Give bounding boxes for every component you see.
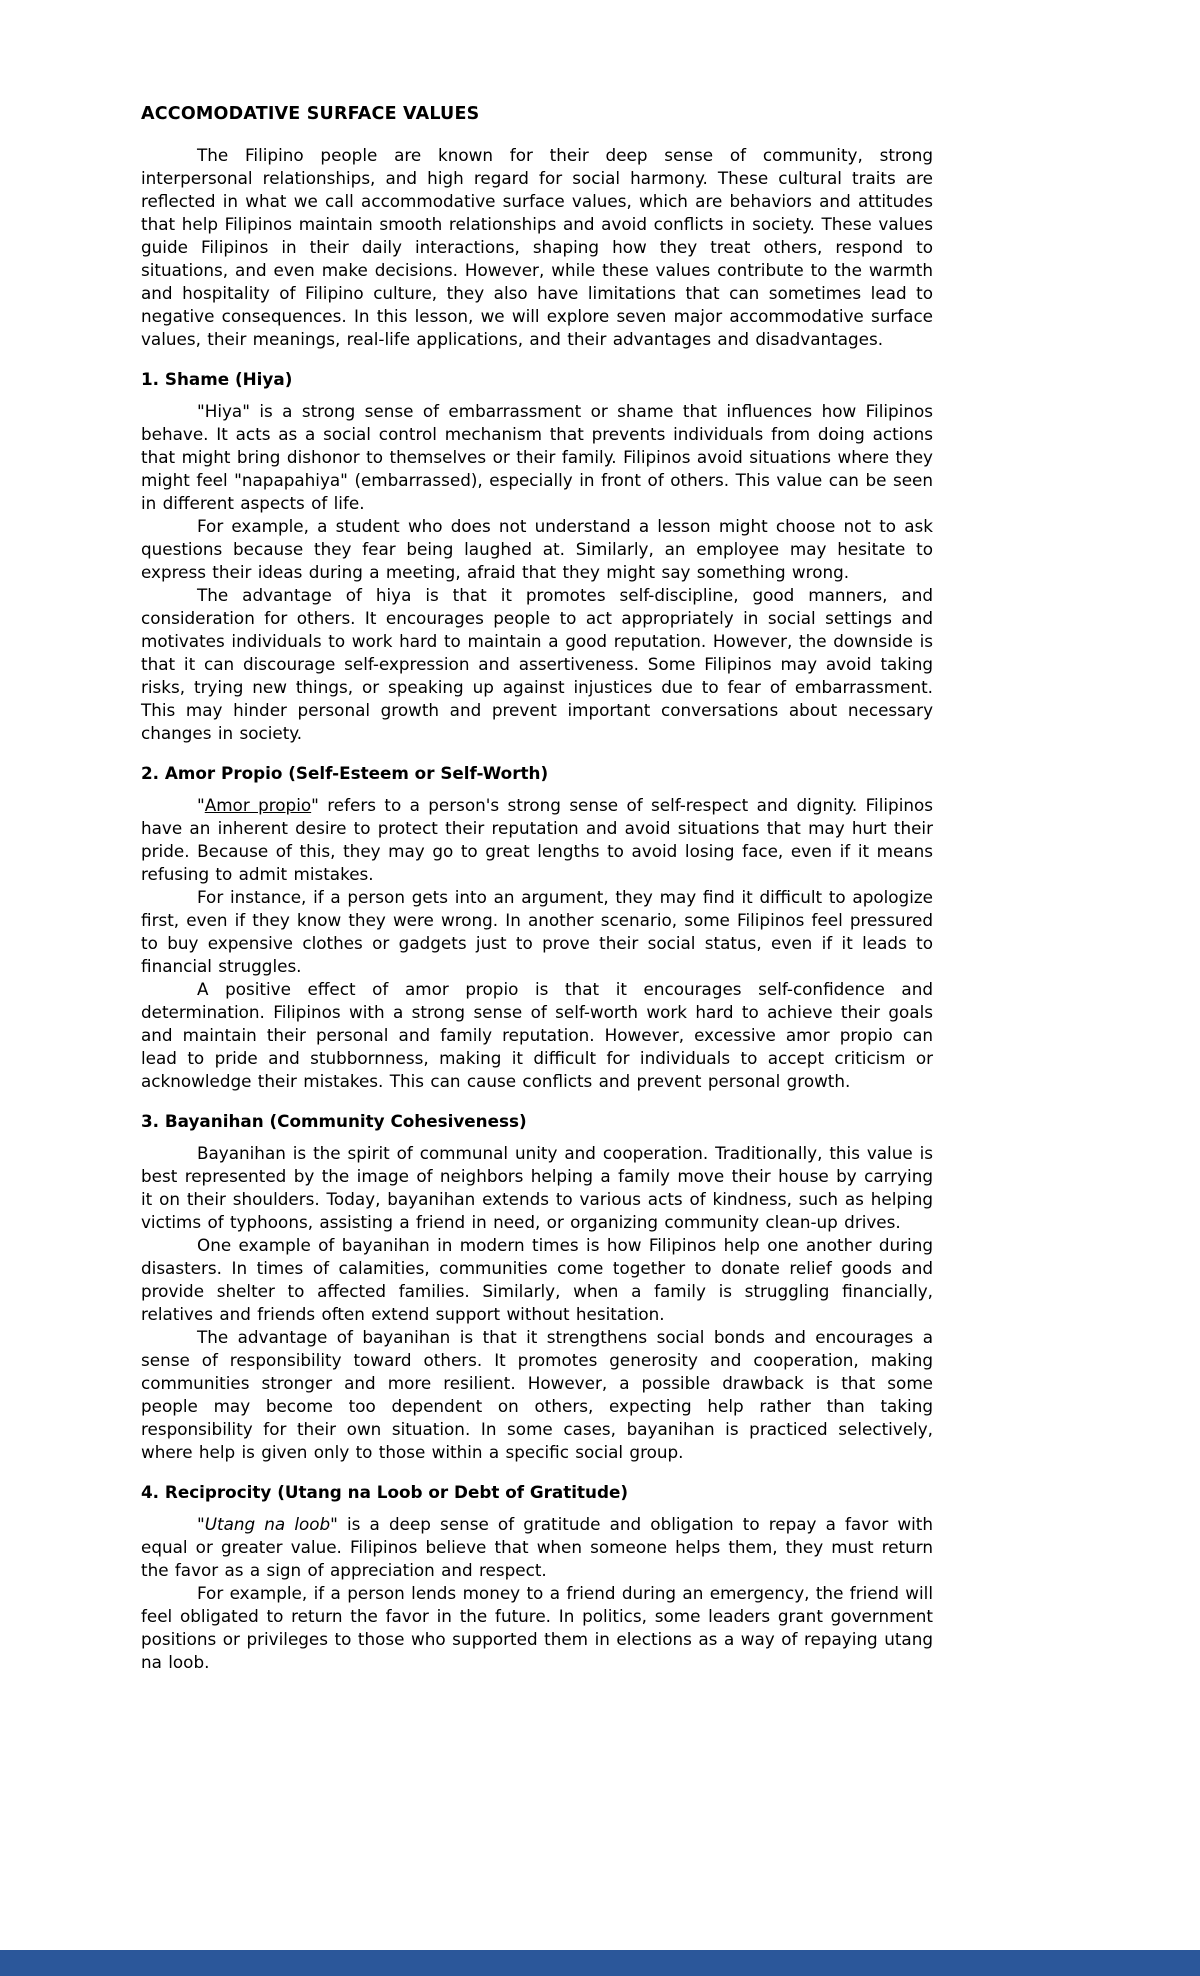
document-body [141, 144, 933, 1674]
text-segment: For example, a student who does not understand a lesson might choose not to ask questions because they fear being laughed at. Similarly, an employee may hesitate to express their ideas during a meeting, afraid that they might say something wrong. [141, 516, 933, 582]
text-segment: " [197, 795, 205, 815]
text-segment: Bayanihan is the spirit of communal unity and cooperation. Traditionally, this value is best represented by the image of neighbors helping a family move their house by carrying it on their shoulders. Today, bayanihan extends to various acts of kindness, such as helping victims of typhoons, assisting a friend in need, or organizing community clean-up drives. [141, 1143, 933, 1232]
paragraph [141, 515, 933, 584]
text-segment: " [197, 1514, 205, 1534]
text-segment: One example of bayanihan in modern times is how Filipinos help one another during disasters. In times of calamities, communities come together to donate relief goods and provide shelter to affected families. Similarly, when a family is struggling financially, relatives and friends often extend support without hesitation. [141, 1235, 933, 1324]
paragraph [141, 794, 933, 886]
section-heading [141, 368, 933, 391]
text-segment: For instance, if a person gets into an argument, they may find it difficult to apologize first, even if they know they were wrong. In another scenario, some Filipinos feel pressured to buy expensive clothes or gadgets just to prove their social status, even if it leads to financial struggles. [141, 887, 933, 976]
paragraph [141, 1326, 933, 1464]
section-heading [141, 1110, 933, 1133]
document-title: ACCOMODATIVE SURFACE VALUES [141, 104, 480, 124]
paragraph [141, 1142, 933, 1234]
paragraph [141, 1513, 933, 1582]
paragraph [141, 1234, 933, 1326]
text-segment: " refers to a person's strong sense of self-respect and dignity. Filipinos have an inherent desire to protect their reputation and avoid situations that may hurt their pride. Because of this, they may go to great lengths to avoid losing face, even if it means refusing to admit mistakes. [141, 795, 934, 884]
text-segment: The advantage of hiya is that it promotes self-discipline, good manners, and consideration for others. It encourages people to act appropriately in social settings and motivates individuals to work hard to maintain a good reputation. However, the downside is that it can discourage self-expression and assertiveness. Some Filipinos may avoid taking risks, trying new things, or speaking up against injustices due to fear of embarrassment. This may hinder personal growth and prevent important conversations about necessary changes in society. [141, 585, 933, 743]
text-segment: A positive effect of amor propio is that it encourages self-confidence and determination. Filipinos with a strong sense of self-worth work hard to achieve their goals and maintain their personal and family reputation. However, excessive amor propio can lead to pride and stubbornness, making it difficult for individuals to accept criticism or acknowledge their mistakes. This can cause conflicts and prevent personal growth. [141, 979, 933, 1091]
text-segment: Utang na loob [204, 1514, 331, 1534]
text-segment: 4. Reciprocity (Utang na Loob or Debt of Gratitude) [141, 1482, 629, 1502]
paragraph [141, 886, 933, 978]
text-segment: Amor propio [204, 795, 312, 815]
section-heading [141, 1481, 933, 1504]
text-segment: "Hiya" is a strong sense of embarrassment or shame that influences how Filipinos behave. It acts as a social control mechanism that prevents individuals from doing actions that might bring dishonor to themselves or their family. Filipinos avoid situations where they might feel "napapahiya" (embarrassed), especially in front of others. This value can be seen in different aspects of life. [141, 401, 933, 513]
paragraph [141, 144, 933, 351]
text-segment: 2. Amor Propio (Self-Esteem or Self-Worth) [141, 763, 549, 783]
text-segment: " is a deep sense of gratitude and obligation to repay a favor with equal or greater value. Filipinos believe that when someone helps them, they must return the favor as a sign of appreciation and respect. [141, 1514, 933, 1580]
text-segment: 3. Bayanihan (Community Cohesiveness) [141, 1111, 527, 1131]
document-page [141, 104, 933, 1674]
paragraph [141, 1582, 933, 1674]
text-segment: For example, if a person lends money to a friend during an emergency, the friend will feel obligated to return the favor in the future. In politics, some leaders grant government positions or privileges to those who supported them in elections as a way of repaying utang na loob. [141, 1583, 933, 1672]
text-segment: The Filipino people are known for their deep sense of community, strong interpersonal relationships, and high regard for social harmony. These cultural traits are reflected in what we call accommodative surface values, which are behaviors and attitudes that help Filipinos maintain smooth relationships and avoid conflicts in society. These values guide Filipinos in their daily interactions, shaping how they treat others, respond to situations, and even make decisions. However, while these values contribute to the warmth and hospitality of Filipino culture, they also have limitations that can sometimes lead to negative consequences. In this lesson, we will explore seven major accommodative surface values, their meanings, real-life applications, and their advantages and disadvantages. [141, 145, 933, 349]
paragraph [141, 584, 933, 745]
paragraph [141, 978, 933, 1093]
status-bar [0, 1950, 1200, 1976]
section-heading [141, 762, 933, 785]
paragraph [141, 400, 933, 515]
text-segment: The advantage of bayanihan is that it strengthens social bonds and encourages a sense of responsibility toward others. It promotes generosity and cooperation, making communities stronger and more resilient. However, a possible drawback is that some people may become too dependent on others, expecting help rather than taking responsibility for their own situation. In some cases, bayanihan is practiced selectively, where help is given only to those within a specific social group. [141, 1327, 933, 1462]
text-segment: 1. Shame (Hiya) [141, 369, 293, 389]
